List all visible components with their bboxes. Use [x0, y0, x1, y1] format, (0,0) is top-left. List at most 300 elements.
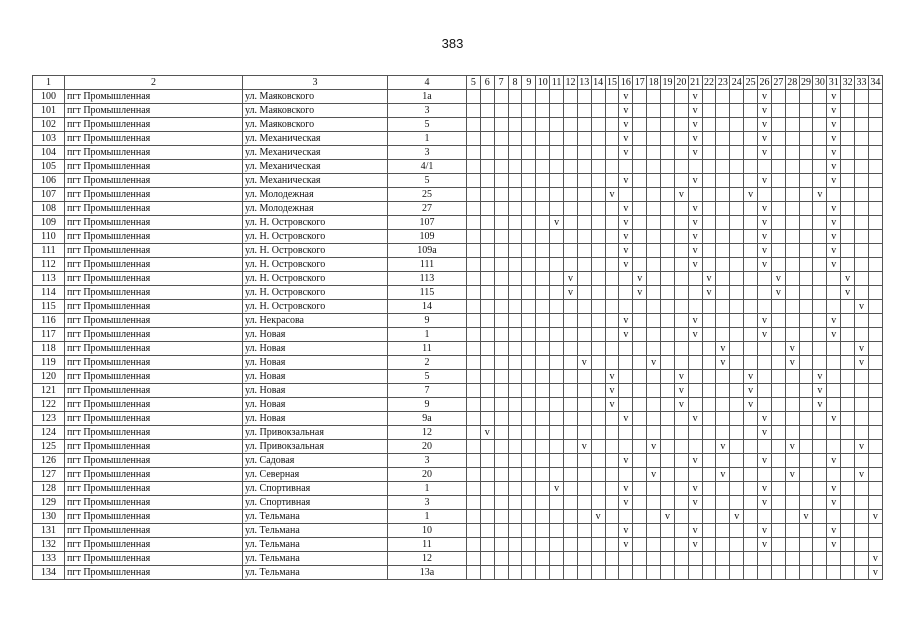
empty-cell: [674, 314, 688, 328]
empty-cell: [702, 552, 716, 566]
empty-cell: [522, 524, 536, 538]
empty-cell: [605, 132, 619, 146]
empty-cell: [674, 524, 688, 538]
empty-cell: [730, 342, 744, 356]
empty-cell: [813, 174, 827, 188]
empty-cell: [716, 216, 730, 230]
empty-cell: [785, 272, 799, 286]
empty-cell: [841, 230, 855, 244]
street-cell: ул. Маяковского: [243, 118, 388, 132]
empty-cell: [785, 160, 799, 174]
empty-cell: [494, 440, 508, 454]
empty-cell: [591, 118, 605, 132]
empty-cell: [591, 132, 605, 146]
empty-cell: [855, 384, 869, 398]
column-header-19: 19: [662, 77, 673, 88]
check-mark: v: [758, 454, 772, 468]
empty-cell: [702, 230, 716, 244]
check-mark: v: [730, 510, 744, 524]
empty-cell: [605, 524, 619, 538]
empty-cell: [591, 160, 605, 174]
empty-cell: [522, 146, 536, 160]
empty-cell: [758, 510, 772, 524]
empty-cell: [813, 440, 827, 454]
empty-cell: [577, 538, 591, 552]
empty-cell: [716, 230, 730, 244]
empty-cell: [744, 510, 758, 524]
empty-cell: [841, 216, 855, 230]
empty-cell: [619, 426, 633, 440]
check-mark: v: [688, 118, 702, 132]
empty-cell: [758, 370, 772, 384]
empty-cell: [605, 272, 619, 286]
settlement-cell: пгт Промышленная: [65, 496, 243, 510]
check-mark: v: [785, 468, 799, 482]
empty-cell: [508, 342, 522, 356]
check-mark: v: [758, 482, 772, 496]
empty-cell: [605, 412, 619, 426]
empty-cell: [744, 440, 758, 454]
empty-cell: [591, 426, 605, 440]
empty-cell: [688, 342, 702, 356]
empty-cell: [771, 314, 785, 328]
empty-cell: [480, 174, 494, 188]
empty-cell: [771, 244, 785, 258]
empty-cell: [855, 104, 869, 118]
empty-cell: [785, 370, 799, 384]
empty-cell: [508, 412, 522, 426]
check-mark: v: [827, 412, 841, 426]
table-row: [33, 118, 883, 132]
empty-cell: [730, 398, 744, 412]
check-mark: v: [758, 216, 772, 230]
empty-cell: [480, 384, 494, 398]
check-mark: v: [813, 398, 827, 412]
empty-cell: [619, 160, 633, 174]
empty-cell: [813, 482, 827, 496]
check-mark: v: [855, 342, 869, 356]
check-mark: v: [771, 286, 785, 300]
check-mark: v: [688, 328, 702, 342]
column-header-15: 15: [607, 77, 618, 88]
column-header-10: 10: [537, 77, 548, 88]
empty-cell: [480, 398, 494, 412]
empty-cell: [771, 426, 785, 440]
empty-cell: [702, 258, 716, 272]
empty-cell: [508, 230, 522, 244]
empty-cell: [855, 510, 869, 524]
empty-cell: [730, 230, 744, 244]
empty-cell: [564, 118, 578, 132]
empty-cell: [591, 566, 605, 580]
column-header-6: 6: [480, 76, 494, 90]
empty-cell: [813, 300, 827, 314]
empty-cell: [813, 216, 827, 230]
check-mark: v: [827, 160, 841, 174]
row-number: 134: [33, 566, 65, 580]
row-number: 100: [33, 90, 65, 104]
check-mark: v: [619, 146, 633, 160]
empty-cell: [536, 132, 550, 146]
column-header-2: 2: [65, 76, 243, 90]
empty-cell: [467, 272, 481, 286]
column-header-4: 4: [388, 76, 467, 90]
empty-cell: [716, 384, 730, 398]
empty-cell: [661, 552, 675, 566]
house-cell: 7: [388, 384, 467, 398]
empty-cell: [591, 230, 605, 244]
empty-cell: [605, 538, 619, 552]
empty-cell: [799, 216, 813, 230]
empty-cell: [771, 552, 785, 566]
empty-cell: [827, 356, 841, 370]
empty-cell: [633, 132, 647, 146]
empty-cell: [633, 314, 647, 328]
empty-cell: [702, 314, 716, 328]
empty-cell: [855, 482, 869, 496]
house-cell: 11: [388, 538, 467, 552]
column-header-22: 22: [704, 77, 715, 88]
check-mark: v: [647, 356, 661, 370]
empty-cell: [868, 524, 882, 538]
page-number: 383: [441, 36, 464, 51]
empty-cell: [564, 90, 578, 104]
empty-cell: [480, 468, 494, 482]
check-mark: v: [688, 174, 702, 188]
empty-cell: [480, 202, 494, 216]
empty-cell: [494, 118, 508, 132]
empty-cell: [841, 468, 855, 482]
empty-cell: [688, 398, 702, 412]
empty-cell: [591, 272, 605, 286]
empty-cell: [564, 342, 578, 356]
empty-cell: [730, 244, 744, 258]
empty-cell: [550, 370, 564, 384]
empty-cell: [536, 272, 550, 286]
empty-cell: [674, 440, 688, 454]
table-row: [33, 398, 883, 412]
empty-cell: [633, 552, 647, 566]
empty-cell: [536, 538, 550, 552]
empty-cell: [508, 258, 522, 272]
empty-cell: [633, 440, 647, 454]
empty-cell: [564, 328, 578, 342]
empty-cell: [827, 552, 841, 566]
street-cell: ул. Н. Островского: [243, 230, 388, 244]
empty-cell: [467, 524, 481, 538]
empty-cell: [702, 496, 716, 510]
empty-cell: [813, 342, 827, 356]
check-mark: v: [619, 244, 633, 258]
empty-cell: [633, 342, 647, 356]
empty-cell: [633, 370, 647, 384]
empty-cell: [619, 398, 633, 412]
house-cell: 107: [388, 216, 467, 230]
check-mark: v: [619, 524, 633, 538]
empty-cell: [702, 132, 716, 146]
street-cell: ул. Тельмана: [243, 566, 388, 580]
empty-cell: [591, 412, 605, 426]
table-row: [33, 552, 883, 566]
empty-cell: [633, 230, 647, 244]
empty-cell: [702, 90, 716, 104]
check-mark: v: [716, 356, 730, 370]
empty-cell: [771, 370, 785, 384]
check-mark: v: [619, 118, 633, 132]
column-header-12: 12: [565, 77, 576, 88]
check-mark: v: [716, 342, 730, 356]
empty-cell: [730, 300, 744, 314]
empty-cell: [799, 90, 813, 104]
empty-cell: [480, 454, 494, 468]
empty-cell: [674, 272, 688, 286]
table-row: [33, 272, 883, 286]
empty-cell: [716, 328, 730, 342]
check-mark: v: [633, 272, 647, 286]
empty-cell: [730, 118, 744, 132]
empty-cell: [702, 468, 716, 482]
empty-cell: [494, 160, 508, 174]
empty-cell: [868, 482, 882, 496]
check-mark: v: [758, 496, 772, 510]
empty-cell: [716, 132, 730, 146]
empty-cell: [799, 300, 813, 314]
empty-cell: [799, 258, 813, 272]
empty-cell: [785, 426, 799, 440]
column-header-27: 27: [773, 77, 784, 88]
empty-cell: [480, 188, 494, 202]
house-cell: 13а: [388, 566, 467, 580]
empty-cell: [730, 496, 744, 510]
empty-cell: [730, 272, 744, 286]
empty-cell: [508, 188, 522, 202]
empty-cell: [855, 216, 869, 230]
empty-cell: [771, 398, 785, 412]
street-cell: ул. Новая: [243, 370, 388, 384]
empty-cell: [702, 538, 716, 552]
empty-cell: [522, 454, 536, 468]
empty-cell: [605, 258, 619, 272]
empty-cell: [730, 356, 744, 370]
empty-cell: [467, 202, 481, 216]
empty-cell: [702, 202, 716, 216]
empty-cell: [716, 412, 730, 426]
empty-cell: [536, 510, 550, 524]
empty-cell: [771, 356, 785, 370]
check-mark: v: [827, 90, 841, 104]
empty-cell: [661, 104, 675, 118]
empty-cell: [730, 314, 744, 328]
table-row: [33, 104, 883, 118]
empty-cell: [841, 328, 855, 342]
empty-cell: [605, 286, 619, 300]
empty-cell: [799, 412, 813, 426]
empty-cell: [577, 132, 591, 146]
empty-cell: [494, 566, 508, 580]
check-mark: v: [619, 412, 633, 426]
empty-cell: [591, 146, 605, 160]
empty-cell: [522, 384, 536, 398]
empty-cell: [467, 384, 481, 398]
settlement-cell: пгт Промышленная: [65, 174, 243, 188]
empty-cell: [827, 300, 841, 314]
empty-cell: [508, 370, 522, 384]
empty-cell: [688, 426, 702, 440]
empty-cell: [661, 356, 675, 370]
empty-cell: [591, 328, 605, 342]
empty-cell: [522, 426, 536, 440]
empty-cell: [467, 454, 481, 468]
empty-cell: [564, 496, 578, 510]
empty-cell: [494, 538, 508, 552]
table-row: [33, 370, 883, 384]
empty-cell: [855, 566, 869, 580]
empty-cell: [771, 132, 785, 146]
street-cell: ул. Механическая: [243, 174, 388, 188]
house-cell: 3: [388, 496, 467, 510]
empty-cell: [467, 174, 481, 188]
empty-cell: [619, 300, 633, 314]
empty-cell: [730, 174, 744, 188]
empty-cell: [702, 216, 716, 230]
empty-cell: [758, 272, 772, 286]
empty-cell: [688, 272, 702, 286]
empty-cell: [661, 132, 675, 146]
check-mark: v: [868, 552, 882, 566]
empty-cell: [855, 314, 869, 328]
empty-cell: [480, 160, 494, 174]
empty-cell: [744, 244, 758, 258]
empty-cell: [480, 524, 494, 538]
empty-cell: [855, 370, 869, 384]
column-header-33: 33: [856, 77, 867, 88]
row-number: 110: [33, 230, 65, 244]
empty-cell: [799, 314, 813, 328]
empty-cell: [730, 132, 744, 146]
empty-cell: [564, 104, 578, 118]
empty-cell: [550, 566, 564, 580]
empty-cell: [744, 118, 758, 132]
empty-cell: [494, 90, 508, 104]
empty-cell: [799, 538, 813, 552]
empty-cell: [564, 510, 578, 524]
empty-cell: [633, 524, 647, 538]
empty-cell: [702, 412, 716, 426]
settlement-cell: пгт Промышленная: [65, 384, 243, 398]
empty-cell: [841, 524, 855, 538]
empty-cell: [716, 146, 730, 160]
empty-cell: [771, 524, 785, 538]
settlement-cell: пгт Промышленная: [65, 104, 243, 118]
empty-cell: [661, 160, 675, 174]
empty-cell: [577, 566, 591, 580]
empty-cell: [674, 118, 688, 132]
house-cell: 9а: [388, 412, 467, 426]
empty-cell: [536, 342, 550, 356]
empty-cell: [591, 202, 605, 216]
empty-cell: [522, 202, 536, 216]
empty-cell: [827, 510, 841, 524]
check-mark: v: [827, 174, 841, 188]
empty-cell: [577, 146, 591, 160]
empty-cell: [550, 160, 564, 174]
check-mark: v: [813, 384, 827, 398]
empty-cell: [813, 258, 827, 272]
empty-cell: [508, 496, 522, 510]
empty-cell: [522, 216, 536, 230]
check-mark: v: [827, 496, 841, 510]
empty-cell: [855, 244, 869, 258]
check-mark: v: [855, 468, 869, 482]
empty-cell: [480, 328, 494, 342]
empty-cell: [702, 398, 716, 412]
empty-cell: [730, 426, 744, 440]
settlement-cell: пгт Промышленная: [65, 90, 243, 104]
empty-cell: [494, 426, 508, 440]
empty-cell: [868, 90, 882, 104]
empty-cell: [841, 146, 855, 160]
empty-cell: [868, 104, 882, 118]
empty-cell: [522, 90, 536, 104]
empty-cell: [494, 454, 508, 468]
empty-cell: [647, 314, 661, 328]
empty-cell: [744, 286, 758, 300]
empty-cell: [841, 454, 855, 468]
empty-cell: [619, 510, 633, 524]
empty-cell: [799, 160, 813, 174]
column-header-5: 5: [467, 76, 481, 90]
empty-cell: [716, 426, 730, 440]
check-mark: v: [771, 272, 785, 286]
table-row: [33, 468, 883, 482]
street-cell: ул. Механическая: [243, 160, 388, 174]
empty-cell: [868, 244, 882, 258]
settlement-cell: пгт Промышленная: [65, 370, 243, 384]
empty-cell: [564, 216, 578, 230]
street-cell: ул. Тельмана: [243, 538, 388, 552]
empty-cell: [841, 244, 855, 258]
empty-cell: [702, 482, 716, 496]
empty-cell: [605, 482, 619, 496]
empty-cell: [647, 174, 661, 188]
empty-cell: [619, 440, 633, 454]
empty-cell: [799, 272, 813, 286]
empty-cell: [744, 496, 758, 510]
empty-cell: [702, 300, 716, 314]
empty-cell: [633, 244, 647, 258]
empty-cell: [647, 160, 661, 174]
empty-cell: [508, 552, 522, 566]
empty-cell: [771, 160, 785, 174]
table-row: [33, 300, 883, 314]
empty-cell: [744, 356, 758, 370]
empty-cell: [633, 90, 647, 104]
empty-cell: [550, 118, 564, 132]
empty-cell: [494, 370, 508, 384]
empty-cell: [494, 216, 508, 230]
empty-cell: [633, 468, 647, 482]
empty-cell: [661, 566, 675, 580]
settlement-cell: пгт Промышленная: [65, 398, 243, 412]
row-number: 127: [33, 468, 65, 482]
empty-cell: [480, 440, 494, 454]
empty-cell: [619, 286, 633, 300]
empty-cell: [633, 384, 647, 398]
street-cell: ул. Привокзальная: [243, 440, 388, 454]
empty-cell: [508, 160, 522, 174]
check-mark: v: [619, 482, 633, 496]
empty-cell: [841, 426, 855, 440]
